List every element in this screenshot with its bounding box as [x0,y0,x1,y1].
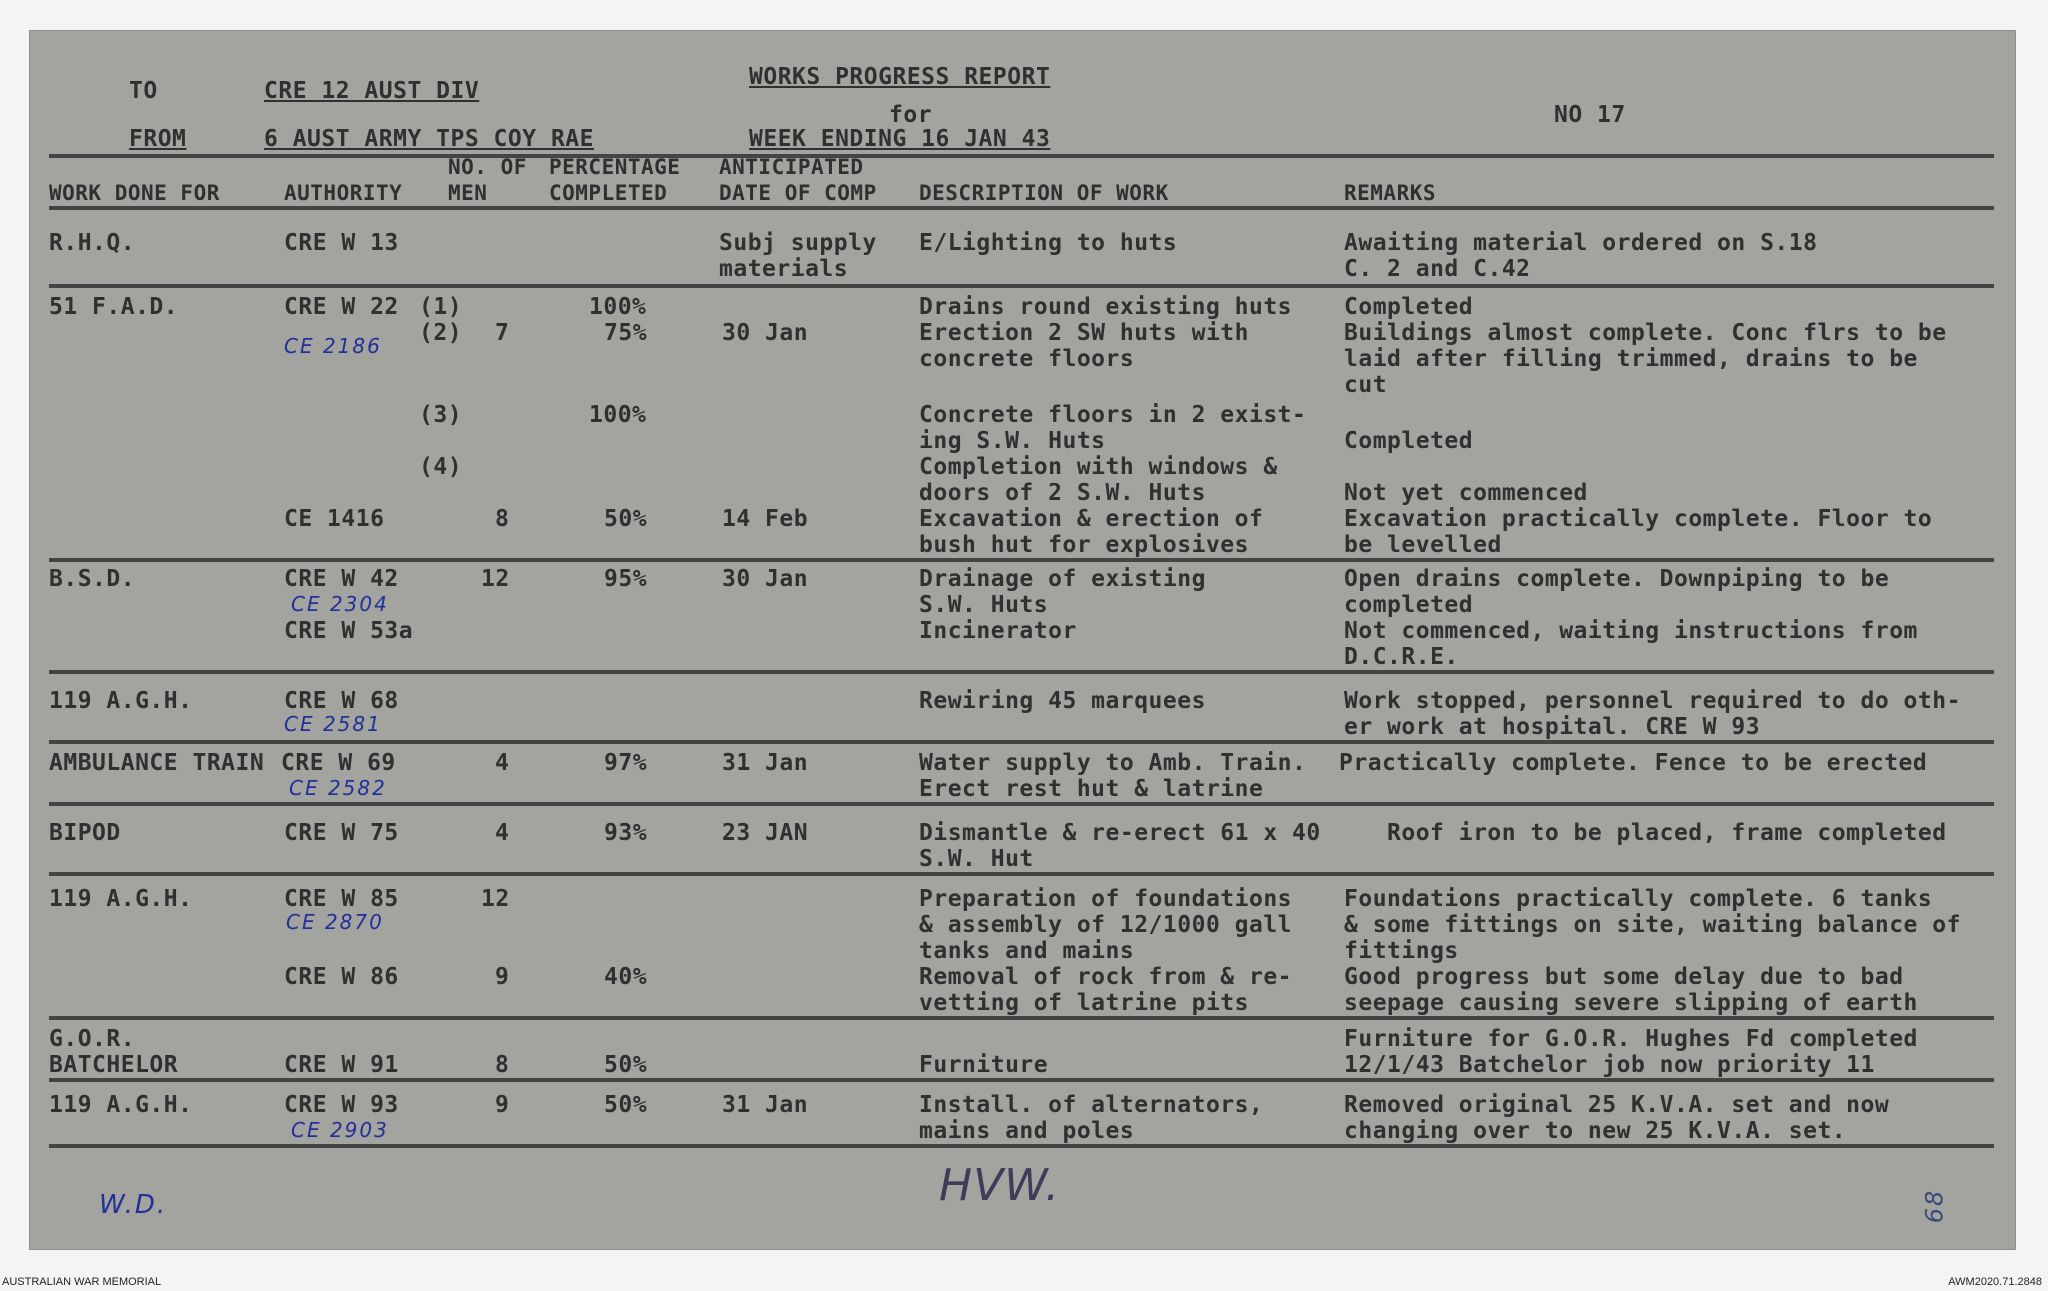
row-description: Drains round existing huts [919,294,1293,320]
row-authority: CE 1416 [284,506,385,532]
row-authority: CRE W 22 [284,294,399,320]
row-unit: 119 A.G.H. [49,886,193,912]
row-remarks: Roof iron to be placed, frame completed [1387,820,1947,846]
row-description: mains and poles [919,1118,1135,1144]
col-men-bottom: MEN [448,181,488,205]
row-date: materials [719,256,849,282]
row-percentage: 75% [604,320,648,346]
row-men: 8 [495,506,510,532]
row-percentage: 100% [589,294,647,320]
row-authority: CRE W 68 [284,688,399,714]
document-sheet [29,30,2016,1250]
week-ending: WEEK ENDING 16 JAN 43 [749,126,1051,152]
row-description: & assembly of 12/1000 gall [919,912,1293,938]
row-description: vetting of latrine pits [919,990,1249,1016]
row-date: Subj supply [719,230,877,256]
row-unit: G.O.R. [49,1026,136,1052]
row-description: bush hut for explosives [919,532,1249,558]
row-unit: B.S.D. [49,566,136,592]
row-remarks: laid after filling trimmed, drains to be [1344,346,1918,372]
divider-line [49,1144,1994,1148]
row-remarks: Removed original 25 K.V.A. set and now [1344,1092,1890,1118]
row-description: concrete floors [919,346,1135,372]
item-number: (4) [419,454,463,480]
row-remarks: & some fittings on site, waiting balance of [1344,912,1961,938]
row-men: 12 [481,566,510,592]
row-description: doors of 2 S.W. Huts [919,480,1206,506]
row-description: tanks and mains [919,938,1135,964]
row-remarks: Not yet commenced [1344,480,1588,506]
col-work-done-for: WORK DONE FOR [49,181,220,205]
page-number: 68 [1920,1188,1949,1224]
row-date: 30 Jan [722,566,809,592]
row-men: 12 [481,886,510,912]
row-description: ing S.W. Huts [919,428,1106,454]
row-description: Water supply to Amb. Train. [919,750,1307,776]
col-men-top: NO. OF [448,155,527,179]
row-remarks: cut [1344,372,1388,398]
row-date: 31 Jan [722,750,809,776]
row-remarks: Awaiting material ordered on S.18 [1344,230,1818,256]
row-remarks: changing over to new 25 K.V.A. set. [1344,1118,1847,1144]
row-percentage: 40% [604,964,648,990]
divider-line [49,206,1994,210]
row-percentage: 95% [604,566,648,592]
row-unit: BATCHELOR [49,1052,179,1078]
divider-line [49,1078,1994,1082]
row-description: E/Lighting to huts [919,230,1178,256]
row-authority: CRE W 86 [284,964,399,990]
row-unit: 119 A.G.H. [49,688,193,714]
row-description: Rewiring 45 marquees [919,688,1206,714]
row-remarks: Completed [1344,294,1474,320]
row-percentage: 93% [604,820,648,846]
row-percentage: 50% [604,1092,648,1118]
for-label: for [889,102,933,128]
row-authority: CRE W 85 [284,886,399,912]
row-unit: AMBULANCE TRAIN [49,750,265,776]
col-authority: AUTHORITY [284,181,403,205]
from-value: 6 AUST ARMY TPS COY RAE [264,126,594,152]
row-percentage: 97% [604,750,648,776]
col-date-top: ANTICIPATED [719,155,864,179]
from-label: FROM [129,126,187,152]
row-unit: BIPOD [49,820,121,846]
row-description: Removal of rock from & re- [919,964,1293,990]
col-pct-bottom: COMPLETED [549,181,668,205]
handwritten-ce-number: CE 2582 [289,776,387,800]
report-number: NO 17 [1554,102,1626,128]
handwritten-wd: W.D. [99,1190,168,1220]
col-pct-top: PERCENTAGE [549,155,681,179]
to-label: TO [129,78,158,104]
row-description: Furniture [919,1052,1049,1078]
row-authority: CRE W 13 [284,230,399,256]
row-remarks: fittings [1344,938,1459,964]
footer-accession: AWM2020.71.2848 [1948,1276,2042,1288]
divider-line [49,740,1994,744]
divider-line [49,872,1994,876]
row-remarks: Completed [1344,428,1474,454]
footer-source: AUSTRALIAN WAR MEMORIAL [2,1276,162,1288]
row-remarks: D.C.R.E. [1344,644,1459,670]
row-men: 9 [495,1092,510,1118]
row-description: S.W. Hut [919,846,1034,872]
row-authority: CRE W 69 [281,750,396,776]
row-authority: CRE W 53a [284,618,414,644]
row-men: 8 [495,1052,510,1078]
row-description: Preparation of foundations [919,886,1293,912]
row-date: 23 JAN [722,820,809,846]
divider-line [49,802,1994,806]
row-percentage: 50% [604,506,648,532]
row-remarks: Foundations practically complete. 6 tanks [1344,886,1933,912]
row-remarks: Not commenced, waiting instructions from [1344,618,1918,644]
report-title: WORKS PROGRESS REPORT [749,64,1051,90]
row-date: 14 Feb [722,506,809,532]
row-description: Excavation & erection of [919,506,1264,532]
row-men: 4 [495,820,510,846]
handwritten-ce-number: CE 2186 [284,334,382,358]
divider-line [49,154,1994,158]
row-remarks: 12/1/43 Batchelor job now priority 11 [1344,1052,1875,1078]
col-remarks: REMARKS [1344,181,1437,205]
divider-line [49,1016,1994,1020]
item-number: (3) [419,402,463,428]
row-men: 9 [495,964,510,990]
row-remarks: Excavation practically complete. Floor to [1344,506,1933,532]
handwritten-ce-number: CE 2304 [291,592,389,616]
row-description: Incinerator [919,618,1077,644]
row-remarks: Furniture for G.O.R. Hughes Fd completed [1344,1026,1918,1052]
row-percentage: 100% [589,402,647,428]
row-description: Install. of alternators, [919,1092,1264,1118]
row-description: Dismantle & re-erect 61 x 40 [919,820,1321,846]
row-remarks: seepage causing severe slipping of earth [1344,990,1918,1016]
handwritten-ce-number: CE 2903 [291,1118,389,1142]
row-description: Erect rest hut & latrine [919,776,1264,802]
row-remarks: er work at hospital. CRE W 93 [1344,714,1761,740]
row-description: Drainage of existing [919,566,1206,592]
row-authority: CRE W 42 [284,566,399,592]
row-men: 7 [495,320,510,346]
handwritten-ce-number: CE 2870 [286,910,384,934]
to-value: CRE 12 AUST DIV [264,78,480,104]
handwritten-ce-number: CE 2581 [284,712,382,736]
row-remarks: Practically complete. Fence to be erected [1339,750,1928,776]
row-authority: CRE W 93 [284,1092,399,1118]
row-men: 4 [495,750,510,776]
row-authority: CRE W 75 [284,820,399,846]
row-description: Concrete floors in 2 exist- [919,402,1307,428]
row-date: 30 Jan [722,320,809,346]
row-description: Completion with windows & [919,454,1278,480]
row-remarks: Work stopped, personnel required to do oth- [1344,688,1961,714]
row-remarks: completed [1344,592,1474,618]
col-description: DESCRIPTION OF WORK [919,181,1169,205]
row-description: Erection 2 SW huts with [919,320,1249,346]
row-unit: 51 F.A.D. [49,294,179,320]
item-number: (1) [419,294,463,320]
row-unit: R.H.Q. [49,230,136,256]
row-percentage: 50% [604,1052,648,1078]
row-unit: 119 A.G.H. [49,1092,193,1118]
col-date-bottom: DATE OF COMP [719,181,877,205]
divider-line [49,558,1994,562]
row-remarks: Buildings almost complete. Conc flrs to be [1344,320,1947,346]
handwritten-signature: HVW. [939,1160,1061,1211]
item-number: (2) [419,320,463,346]
row-remarks: C. 2 and C.42 [1344,256,1531,282]
row-authority: CRE W 91 [284,1052,399,1078]
row-remarks: be levelled [1344,532,1502,558]
row-remarks: Open drains complete. Downpiping to be [1344,566,1890,592]
row-remarks: Good progress but some delay due to bad [1344,964,1904,990]
divider-line [49,670,1994,674]
row-description: S.W. Huts [919,592,1049,618]
row-date: 31 Jan [722,1092,809,1118]
divider-line [49,284,1994,288]
